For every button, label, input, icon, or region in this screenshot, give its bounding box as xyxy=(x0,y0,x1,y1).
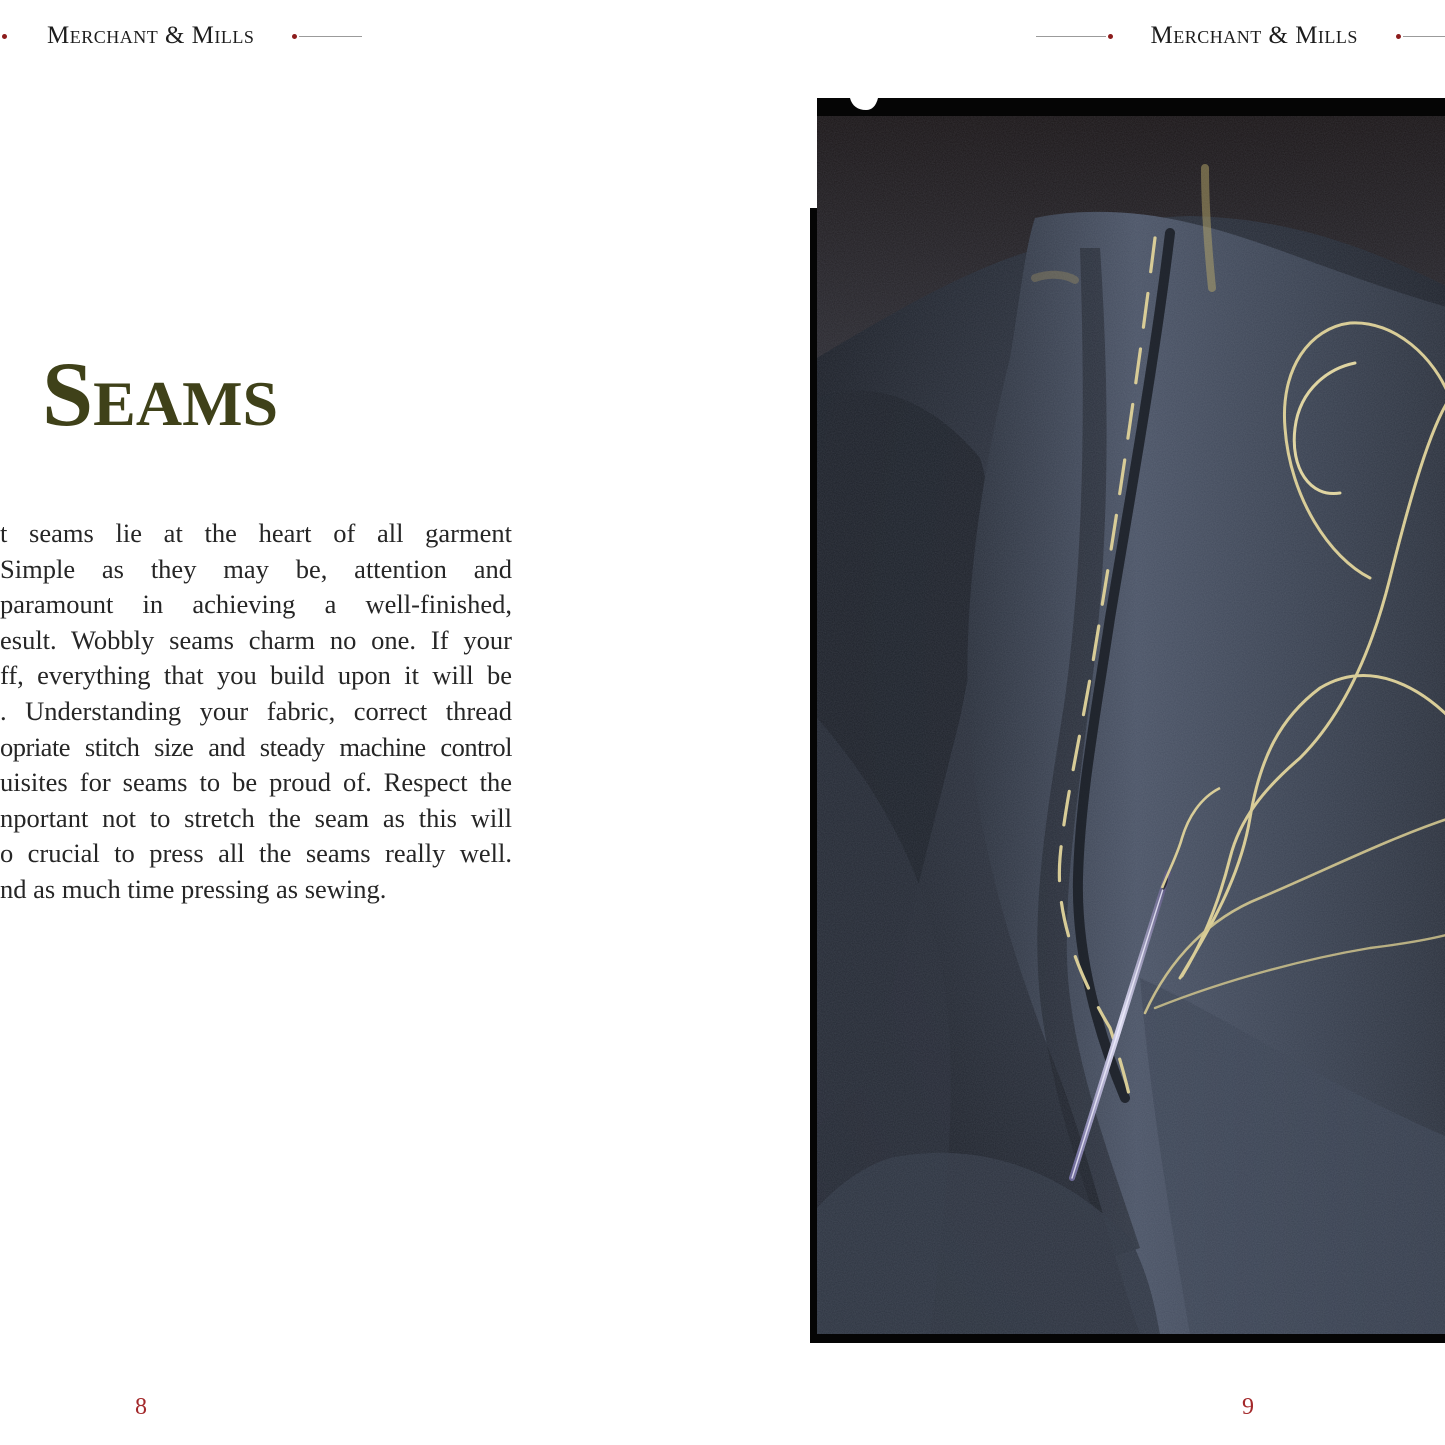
body-line: nportant not to stretch the seam as this will xyxy=(0,802,512,833)
header-rule xyxy=(299,36,362,37)
body-line: . Understanding your fabric, correct thread xyxy=(0,695,512,726)
page-number-right: 9 xyxy=(1242,1394,1254,1420)
header-dot-icon xyxy=(2,34,7,39)
header-dot-icon xyxy=(1108,34,1113,39)
body-line: uisites for seams to be proud of. Respect the xyxy=(0,767,512,798)
header-rule xyxy=(1036,36,1106,37)
body-line: esult. Wobbly seams charm no one. If your xyxy=(0,624,512,655)
body-line: opriate stitch size and steady machine control xyxy=(0,731,512,762)
body-line: nd as much time pressing as sewing. xyxy=(0,873,387,904)
photo-illustration xyxy=(810,98,1445,1343)
header-rule xyxy=(1403,36,1445,37)
page-number-left: 8 xyxy=(135,1394,147,1420)
body-line: t seams lie at the heart of all garment xyxy=(0,518,512,548)
body-paragraph xyxy=(0,516,512,908)
running-header-right xyxy=(1036,18,1445,54)
running-header-title: Merchant & Mills xyxy=(1150,22,1358,49)
body-line: o crucial to press all the seams really well. xyxy=(0,838,512,869)
body-line: paramount in achieving a well-finished, xyxy=(0,589,512,620)
body-line: ff, everything that you build upon it will be xyxy=(0,660,512,691)
header-dot-icon xyxy=(1396,34,1401,39)
chapter-title: Seams xyxy=(42,343,279,445)
running-header-title: Merchant & Mills xyxy=(47,22,255,49)
running-header-left xyxy=(0,18,362,54)
header-dot-icon xyxy=(292,34,297,39)
body-line: Simple as they may be, attention and xyxy=(0,553,512,584)
photo-needle-thread xyxy=(810,98,1445,1343)
